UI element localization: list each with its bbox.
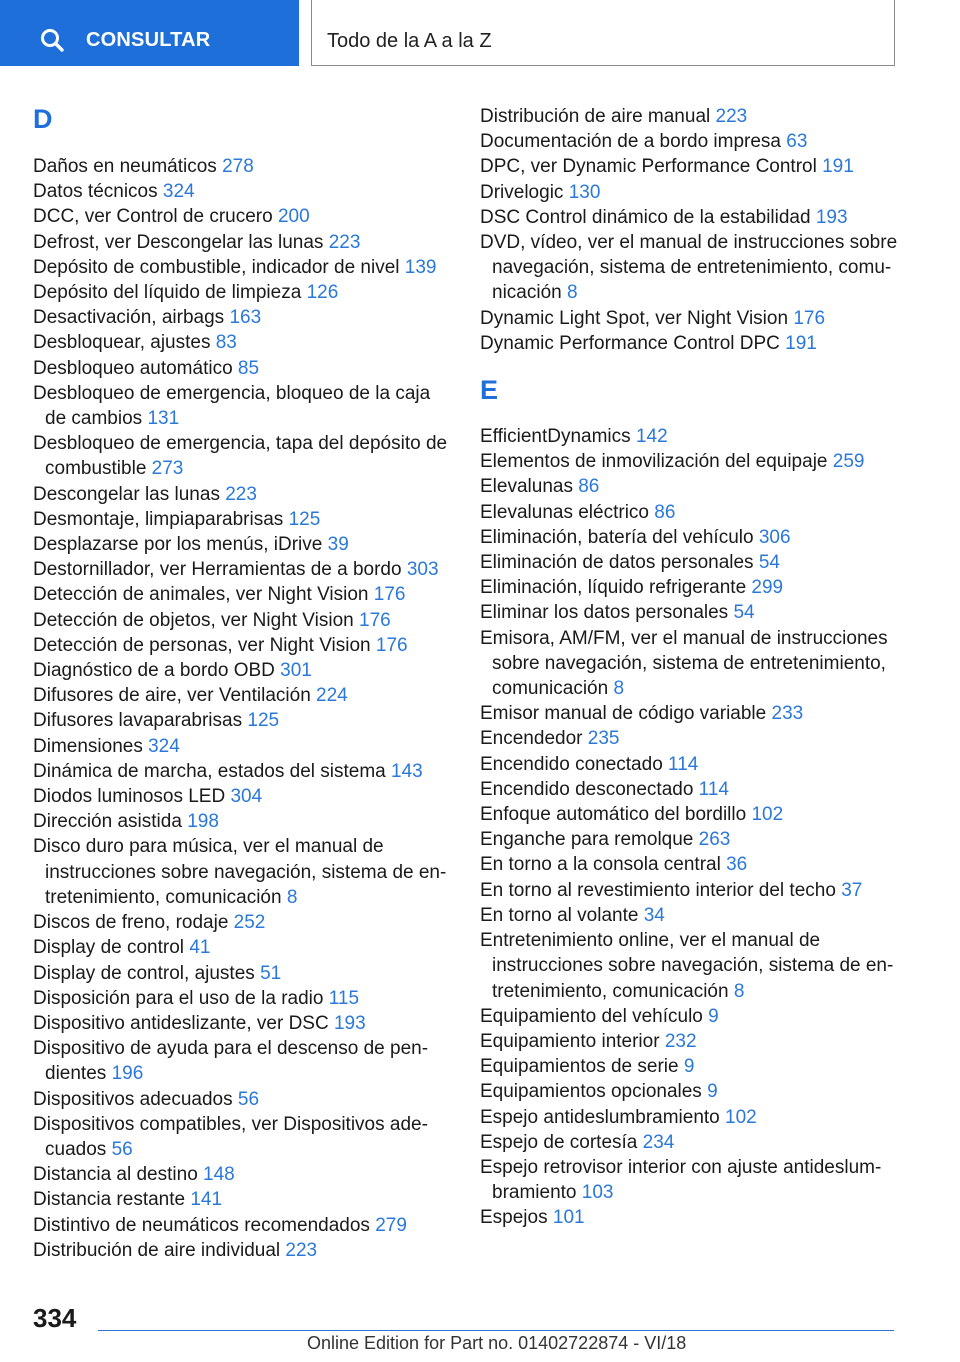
index-entry-list [480, 104, 900, 356]
index-entry [33, 154, 453, 179]
index-entry-text: Equipamiento del vehículo [480, 1005, 703, 1027]
page-reference-link[interactable]: 324 [148, 735, 180, 757]
index-entry-text: Dispositivos compatibles, ver Dispositivos adecuados [33, 1113, 428, 1160]
page-reference-link[interactable]: 63 [786, 131, 808, 153]
page-reference-link[interactable]: 141 [190, 1189, 223, 1211]
index-entry [480, 827, 900, 852]
index-entry [480, 852, 900, 877]
page-reference-link[interactable]: 259 [832, 451, 865, 473]
page-reference-link[interactable]: 41 [189, 937, 211, 959]
index-entry [480, 331, 900, 356]
index-entry-text: Desbloqueo de emergencia, tapa del depósito de combustible [33, 433, 448, 480]
index-entry-text: En torno al volante [480, 904, 639, 926]
page-reference-link[interactable]: 252 [233, 912, 266, 934]
index-entry-text: Difusores lavaparabrisas [33, 710, 243, 732]
index-entry [33, 834, 453, 910]
index-entry-text: DVD, vídeo, ver el manual de instrucciones sobre navegación, sistema de entretenimiento, comunicación [480, 232, 898, 304]
page-reference-link[interactable]: 125 [247, 710, 280, 732]
index-entry [33, 1238, 453, 1263]
index-entry [33, 961, 453, 986]
index-entry [480, 180, 900, 205]
page-reference-link[interactable]: 303 [406, 559, 439, 581]
page-reference-link[interactable]: 223 [285, 1239, 318, 1261]
index-entry-text: DCC, ver Control de crucero [33, 206, 273, 228]
index-entry [480, 550, 900, 575]
page-reference-link[interactable]: 278 [222, 156, 254, 177]
index-entry [480, 500, 900, 525]
page-reference-link[interactable]: 8 [613, 678, 625, 700]
index-entry-text: Elementos de inmovilización del equipaje [480, 451, 828, 473]
index-entry [480, 525, 900, 550]
index-column-right [480, 104, 900, 1231]
footer-divider [98, 1330, 894, 1331]
page-reference-link[interactable]: 193 [333, 1012, 366, 1034]
index-entry-text: Depósito de combustible, indicador de nivel [33, 256, 400, 278]
index-entry-text: Dynamic Performance Control DPC [480, 332, 780, 354]
index-entry [480, 626, 900, 702]
index-entry [33, 179, 453, 204]
search-icon [40, 28, 66, 54]
page-reference-link[interactable]: 39 [327, 534, 349, 556]
index-entry [33, 1087, 453, 1112]
index-entry-text: Desbloqueo de emergencia, bloqueo de la caja de cambios [33, 382, 431, 430]
index-entry-text: Descongelar las lunas [33, 483, 220, 505]
page-reference-link[interactable]: 51 [260, 962, 282, 984]
index-entry [33, 1213, 453, 1238]
index-entry-text: Discos de freno, rodaje [33, 912, 229, 934]
index-entry [480, 1130, 900, 1155]
index-entry [480, 129, 900, 154]
index-entry-text: En torno a la consola central [480, 854, 721, 876]
index-entry-text: Documentación de a bordo impresa [480, 131, 782, 153]
page-reference-link[interactable]: 176 [373, 584, 406, 606]
page-reference-link[interactable]: 163 [229, 307, 262, 329]
page-reference-link[interactable]: 130 [568, 181, 601, 203]
index-entry [33, 935, 453, 960]
index-entry [480, 777, 900, 802]
index-entry-text: DSC Control dinámico de la estabilidad [480, 206, 811, 228]
page-reference-link[interactable]: 126 [306, 282, 339, 304]
az-index-label: Todo de la A a la Z [327, 30, 492, 52]
page-reference-link[interactable]: 279 [375, 1214, 407, 1236]
page-reference-link[interactable]: 176 [375, 634, 408, 656]
page-reference-link[interactable]: 54 [733, 602, 755, 624]
page-reference-link[interactable]: 139 [404, 256, 437, 278]
page-reference-link[interactable]: 9 [708, 1005, 719, 1027]
index-entry [480, 878, 900, 903]
index-entry [480, 1054, 900, 1079]
index-entry-text: Elevalunas eléctrico [480, 501, 649, 523]
page-reference-link[interactable]: 56 [237, 1088, 260, 1110]
page-reference-link[interactable]: 9 [707, 1081, 718, 1103]
index-entry-text: Distribución de aire manual [480, 106, 711, 127]
page-reference-link[interactable]: 223 [328, 231, 361, 253]
page-reference-link[interactable]: 223 [715, 106, 748, 127]
index-entry-text: Espejo de cortesía [480, 1131, 638, 1153]
index-entry-text: Eliminación de datos personales [480, 552, 754, 574]
index-entry-text: Dynamic Light Spot, ver Night Vision [480, 307, 789, 329]
page-reference-link[interactable]: 102 [725, 1106, 757, 1128]
index-entry-text: Dinámica de marcha, estados del sistema [33, 760, 386, 782]
index-entry-text: Espejo retrovisor interior con ajuste antideslumbramiento [480, 1156, 882, 1204]
index-entry [33, 986, 453, 1011]
index-entry-text: EfficientDynamics [480, 426, 631, 448]
index-entry-text: Dispositivo antideslizante, ver DSC [33, 1012, 329, 1034]
consult-label: CONSULTAR [86, 29, 211, 51]
page-reference-link[interactable]: 176 [793, 307, 826, 329]
index-entry [480, 104, 900, 129]
page-reference-link[interactable]: 56 [111, 1138, 133, 1160]
index-entry-text: DPC, ver Dynamic Performance Control [480, 156, 817, 178]
index-entry-text: Dispositivos adecuados [33, 1088, 233, 1110]
index-entry-text: Encendido desconectado [480, 778, 694, 800]
index-entry-text: Datos técnicos [33, 181, 158, 203]
page-reference-link[interactable]: 191 [822, 156, 854, 178]
index-entry [33, 759, 453, 784]
index-entry-text: Encendedor [480, 728, 583, 750]
page-reference-link[interactable]: 131 [147, 408, 180, 430]
index-entry [33, 381, 453, 431]
page-reference-link[interactable]: 37 [841, 879, 863, 901]
index-entry-text: Dirección asistida [33, 811, 182, 833]
page-reference-link[interactable]: 263 [698, 829, 731, 851]
index-entry [33, 431, 453, 481]
index-entry [33, 1011, 453, 1036]
page-reference-link[interactable]: 304 [230, 786, 263, 808]
page-reference-link[interactable]: 86 [654, 501, 676, 523]
index-entry [33, 280, 453, 305]
index-entry [33, 608, 453, 633]
page-reference-link[interactable]: 224 [316, 685, 348, 707]
index-entry-text: Display de control [33, 937, 185, 959]
index-entry-text: Defrost, ver Descongelar las lunas [33, 231, 324, 253]
index-entry [33, 255, 453, 280]
index-entry [480, 928, 900, 1004]
index-entry-text: Emisora, AM/FM, ver el manual de instrucciones sobre navegación, sistema de entretenimiento, comunicación [480, 627, 888, 700]
page-reference-link[interactable]: 54 [758, 552, 780, 574]
index-entry [480, 230, 900, 306]
page-reference-link[interactable]: 114 [668, 753, 699, 775]
index-entry-text: Drivelogic [480, 181, 564, 203]
index-entry [33, 910, 453, 935]
index-entry [480, 1029, 900, 1054]
index-entry-text: Eliminación, batería del vehículo [480, 526, 754, 548]
index-entry-text: Equipamientos de serie [480, 1056, 679, 1078]
section-letter-d: D [33, 104, 53, 134]
index-entry [33, 532, 453, 557]
index-entry-text: Distribución de aire individual [33, 1239, 281, 1261]
index-entry [33, 784, 453, 809]
index-entry-text: Desbloqueo automático [33, 357, 233, 379]
page-reference-link[interactable]: 36 [726, 854, 748, 876]
top-bar [0, 0, 960, 66]
index-entry [480, 1004, 900, 1029]
page-reference-link[interactable]: 142 [635, 426, 668, 448]
index-entry [33, 1187, 453, 1212]
index-entry [480, 154, 900, 179]
page-reference-link[interactable]: 85 [237, 357, 260, 379]
index-entry-text: Equipamientos opcionales [480, 1081, 702, 1103]
index-entry-list [33, 154, 453, 1263]
index-entry-text: Encendido conectado [480, 753, 663, 775]
index-entry-text: Distancia al destino [33, 1164, 198, 1186]
index-entry [480, 1079, 900, 1104]
index-entry [480, 903, 900, 928]
index-entry-text: Espejos [480, 1207, 548, 1229]
page-reference-link[interactable]: 114 [698, 778, 729, 800]
page-reference-link[interactable]: 200 [277, 206, 310, 228]
page-reference-link[interactable]: 299 [751, 577, 784, 599]
index-entry [33, 708, 453, 733]
page-reference-link[interactable]: 148 [203, 1164, 235, 1186]
index-entry-text: Detección de animales, ver Night Vision [33, 584, 369, 606]
page-reference-link[interactable]: 176 [359, 609, 391, 631]
index-entry-list [480, 424, 900, 1231]
page-reference-link[interactable]: 273 [151, 458, 184, 480]
index-entry-text: Eliminar los datos personales [480, 602, 729, 624]
index-entry [33, 557, 453, 582]
index-entry-text: Daños en neumáticos [33, 156, 217, 177]
page-reference-link[interactable]: 34 [643, 904, 665, 926]
index-entry-text: Elevalunas [480, 476, 573, 498]
index-entry [33, 305, 453, 330]
index-entry [480, 306, 900, 331]
index-entry-text: Desactivación, airbags [33, 307, 225, 329]
index-entry [480, 449, 900, 474]
index-entry-text: Depósito del líquido de limpieza [33, 282, 302, 304]
page-reference-link[interactable]: 232 [664, 1030, 697, 1052]
index-entry [480, 205, 900, 230]
az-index-tab[interactable] [311, 0, 895, 66]
page-reference-link[interactable]: 83 [215, 332, 237, 354]
page-reference-link[interactable]: 125 [288, 508, 321, 530]
page-reference-link[interactable]: 223 [225, 483, 257, 505]
page-reference-link[interactable]: 233 [771, 703, 804, 725]
page-reference-link[interactable]: 102 [751, 804, 784, 826]
page-reference-link[interactable]: 235 [587, 728, 620, 750]
index-entry-text: Distancia restante [33, 1189, 186, 1211]
index-entry [33, 658, 453, 683]
index-entry [33, 507, 453, 532]
index-entry [480, 1105, 900, 1130]
page-reference-link[interactable]: 191 [785, 332, 817, 354]
index-entry [480, 1205, 900, 1230]
index-entry [480, 726, 900, 751]
page-reference-link[interactable]: 103 [581, 1182, 614, 1204]
index-column-left [33, 104, 453, 1263]
index-entry [33, 582, 453, 607]
page-reference-link[interactable]: 234 [642, 1131, 675, 1153]
index-entry-text: Destornillador, ver Herramientas de a bordo [33, 559, 402, 581]
index-entry [33, 809, 453, 834]
index-entry [33, 1036, 453, 1086]
page-reference-link[interactable]: 306 [758, 526, 791, 548]
page-reference-link[interactable]: 115 [328, 987, 360, 1009]
page-reference-link[interactable]: 198 [187, 811, 219, 833]
index-entry-text: Detección de personas, ver Night Vision [33, 634, 371, 656]
index-entry-text: Entretenimiento online, ver el manual de instrucciones sobre navegación, sistema de entretenimiento, comunicación [480, 930, 894, 1002]
index-entry [33, 734, 453, 759]
index-entry [480, 1155, 900, 1205]
index-entry [33, 1112, 453, 1162]
page-reference-link[interactable]: 324 [162, 181, 195, 203]
page-reference-link[interactable]: 8 [286, 886, 298, 908]
index-entry-text: Emisor manual de código variable [480, 703, 767, 725]
page-reference-link[interactable]: 301 [280, 660, 312, 682]
index-entry [480, 752, 900, 777]
index-entry-text: Dispositivo de ayuda para el descenso de pendientes [33, 1038, 429, 1085]
page-reference-link[interactable]: 9 [683, 1056, 695, 1078]
index-entry [33, 204, 453, 229]
index-entry [33, 356, 453, 381]
page-reference-link[interactable]: 101 [552, 1207, 585, 1229]
page-reference-link[interactable]: 143 [391, 760, 423, 782]
index-entry [480, 575, 900, 600]
index-entry-text: Diagnóstico de a bordo OBD [33, 660, 275, 682]
index-entry [33, 683, 453, 708]
index-entry-text: Espejo antideslumbramiento [480, 1106, 720, 1128]
index-entry-text: Enfoque automático del bordillo [480, 804, 747, 826]
index-entry [480, 424, 900, 449]
consult-button[interactable] [0, 0, 299, 66]
index-entry-text: Dimensiones [33, 735, 143, 757]
index-entry [480, 474, 900, 499]
index-entry [33, 633, 453, 658]
index-entry [480, 701, 900, 726]
edition-text: Online Edition for Part no. 01402722874 - VI/18 [307, 1333, 687, 1353]
index-entry-text: Distintivo de neumáticos recomendados [33, 1214, 370, 1236]
index-entry-text: Desbloquear, ajustes [33, 332, 211, 354]
page-reference-link[interactable]: 193 [815, 206, 848, 228]
page-number: 334 [33, 1303, 77, 1333]
index-entry-text: Equipamiento interior [480, 1030, 660, 1052]
index-entry [33, 482, 453, 507]
index-entry-text: En torno al revestimiento interior del techo [480, 879, 836, 901]
section-letter-e: E [480, 375, 499, 406]
index-entry-text: Detección de objetos, ver Night Vision [33, 609, 354, 631]
index-entry [33, 230, 453, 255]
page-reference-link[interactable]: 8 [733, 980, 745, 1002]
index-entry-text: Disposición para el uso de la radio [33, 987, 324, 1009]
page-reference-link[interactable]: 86 [578, 476, 600, 498]
index-entry-text: Disco duro para música, ver el manual de instrucciones sobre navegación, sistema de entretenimiento, comunicación [33, 836, 447, 908]
index-entry [33, 330, 453, 355]
index-entry-text: Enganche para remolque [480, 829, 694, 851]
index-entry-text: Eliminación, líquido refrigerante [480, 577, 747, 599]
index-entry-text: Desplazarse por los menús, iDrive [33, 534, 323, 556]
index-entry [480, 802, 900, 827]
index-entry [33, 1162, 453, 1187]
index-entry-text: Difusores de aire, ver Ventilación [33, 685, 311, 707]
index-entry [480, 600, 900, 625]
index-entry-text: Display de control, ajustes [33, 962, 255, 984]
page-reference-link[interactable]: 196 [111, 1063, 144, 1085]
index-entry-text: Diodos luminosos LED [33, 786, 226, 808]
index-entry-text: Desmontaje, limpiaparabrisas [33, 508, 284, 530]
page-reference-link[interactable]: 8 [567, 282, 578, 304]
